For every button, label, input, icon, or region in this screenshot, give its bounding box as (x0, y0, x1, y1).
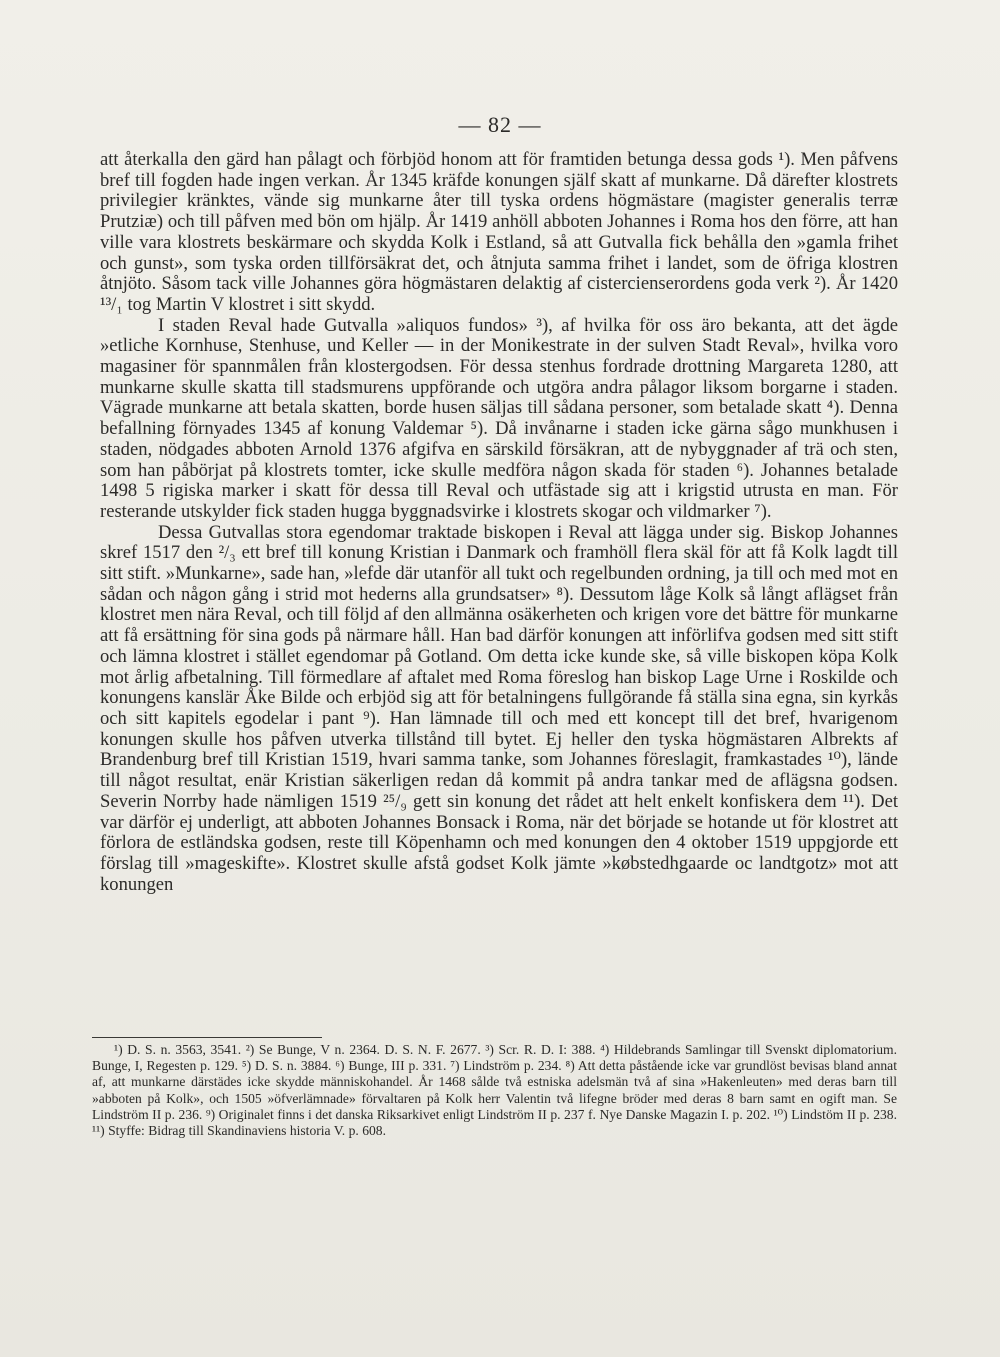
paragraph: att återkalla den gärd han pålagt och förbjöd honom att för framtiden betunga dessa gods ¹). Men påfvens bref till fogden hade ingen verkan. År 1345 kräfde konungen själf skatt af munkarne. Då därefter klostrets privilegier kränktes, vände sig munkarne åter till tyska ordens högmästare (magister generalis terræ Prutziæ) och till påfven med bön om hjälp. År 1419 anhöll abboten Johannes i Roma hos den förre, att han ville vara klostrets beskärmare och skydda Kolk i Estland, så att Gutvalla fick behålla den »gamla frihet och gunst», som tyska orden tillförsäkrat det, och åtnjuta samma frihet i landet, som de öfriga klostren åtnjöto. Såsom tack ville Johannes göra högmästaren delaktig af cistercienserordens goda verk ²). År 1420 ¹³/₁ tog Martin V klostret i sitt skydd. (100, 149, 898, 315)
paragraph: Dessa Gutvallas stora egendomar traktade biskopen i Reval att lägga under sig. Biskop Johannes skref 1517 den ²/₃ ett bref till konung Kristian i Danmark och framhöll flera skäl för att få Kolk lagdt till sitt stift. »Munkarne», sade han, »lefde där utanför all tukt och regelbunden ordning, ja till och med mot en sådan och någon gång i strid mot hederns alla grundsatser» ⁸). Dessutom låge Kolk så långt aflägset från klostret men nära Reval, och till följd af den allmänna osäkerheten och krigen vore det bättre för munkarne att få ersättning för sina gods på närmare håll. Han bad därför konungen att införlifva godsen med sitt stift och lämna klostret i stället egendomar på Gotland. Om detta icke kunde ske, så ville biskopen köpa Kolk mot årlig afbetalning. Till förmedlare af aftalet med Roma föreslog han biskop Lage Urne i Roskilde och konungens kanslär Åke Bilde och erbjöd sig att för betalningens fullgörande få ställa sina egna, sin kyrkås och sitt kapitels egodelar i pant ⁹). Han lämnade till och med ett koncept till det bref, hvarigenom konungen skulle hos påfven utverka tillstånd till bytet. Ej heller den tyska högmästaren Albrekts af Brandenburg bref till Kristian 1519, hvari samma tanke, som Johannes föreslagit, framkastades ¹⁰), lände till något resultat, enär Kristian säkerligen redan då kommit på andra tankar med de aflägsna godsen. Severin Norrby hade nämligen 1519 ²⁵/₉ gett sin konung det rådet att helt enkelt konfiskera dem ¹¹). Det var därför ej underligt, att abboten Johannes Bonsack i Roma, när det började se hotande ut för klostret att förlora de estländska godsen, reste till Köpenhamn och med konungen den 4 oktober 1519 uppgjorde ett förslag till »mageskifte». Klostret skulle afstå godset Kolk jämte »købstedhgaarde oc landtgotz» mot att konungen (100, 521, 898, 895)
page-number: — 82 — (458, 112, 542, 137)
footnote-text: ¹) D. S. n. 3563, 3541. ²) Se Bunge, V n. 2364. D. S. N. F. 2677. ³) Scr. R. D. I: 388. ⁴) Hildebrands Samlingar till Svenskt diplomatorium. Bunge, I, Regesten p. 129. ⁵) D. S. n. 3884. ⁶) Bunge, III p. 331. ⁷) Lindström p. 234. ⁸) Att detta påstående icke var grundlöst bevisas bland annat af, att munkarne därstädes icke skydde människohandel. År 1468 sålde två estniska adelsmän två af sina »Hakenleuten» med deras barn till »abboten på Kolk», och 1505 »öfverlämnade» förvaltaren på Kolk herr Valentin två lifegne bröder med deras 8 barn samt en ogift man. Se Lindström II p. 236. ⁹) Originalet finns i det danska Riksarkivet enligt Lindström II p. 237 f. Nye Danske Magazin I. p. 202. ¹⁰) Lindstöm II p. 238. ¹¹) Styffe: Bidrag till Skandinaviens historia V. p. 608. (92, 1042, 897, 1139)
footnote-divider (92, 1037, 322, 1038)
footnotes (92, 1042, 897, 1139)
body-text (100, 150, 898, 895)
paragraph: I staden Reval hade Gutvalla »aliquos fundos» ³), af hvilka för oss äro bekanta, att det ägde »etliche Kornhuse, Stenhuse, und Keller — in der Monikestrate in der sulven Stadt Reval», hvilka voro magasiner för spannmålen från klostergodsen. För dessa stenhus fordrade drottning Margareta 1280, att munkarne skulle skatta till stadsmurens uppförande och utgöra andra pålagor liksom borgarne i staden. Vägrade munkarne att betala skatten, borde husen säljas till sådana personer, som betalade skatt ⁴). Denna befallning förnyades 1345 af konung Valdemar ⁵). Då invånarne i staden icke gärna sågo munkhusen i staden, nödgades abboten Arnold 1376 afgifva en särskild försäkran, att de nybyggnader af trä och sten, som han påbörjat på klostrets tomter, icke skulle medföra någon skada för staden ⁶). Johannes betalade 1498 5 rigiska marker i skatt för dessa till Reval och utfästade sig att i krigstid utrusta en man. För resterande utskylder fick staden hugga byggnadsvirke i klostrets skogar och vildmarker ⁷). (100, 314, 898, 522)
